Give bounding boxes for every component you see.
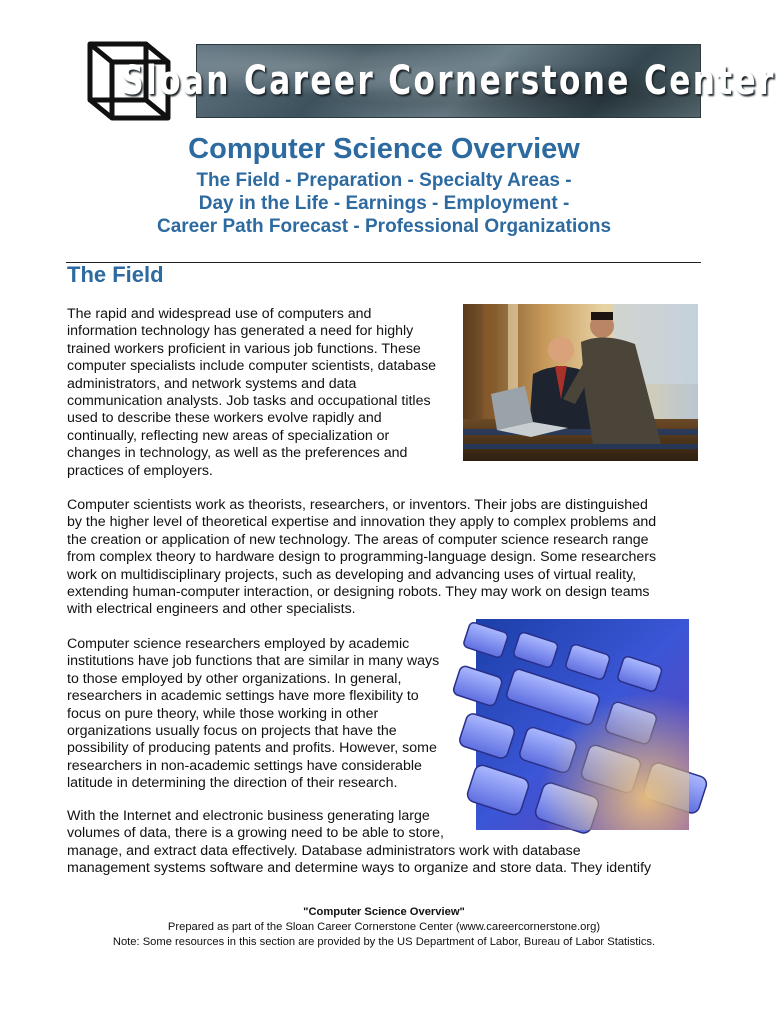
subtitle-line-2: Day in the Life - Earnings - Employment -	[198, 193, 570, 214]
blue-keyboard-closeup-photo	[476, 619, 689, 830]
text-line: communication analysts. Job tasks and occupational titles	[67, 393, 431, 410]
page-title: Computer Science Overview	[188, 133, 580, 165]
footer-note-line: Note: Some resources in this section are provided by the US Department of Labor, Bureau of Labor Statistics.	[112, 936, 656, 948]
text-line: used to describe these workers evolve rapidly and	[67, 410, 382, 427]
text-line: latitude in determining the direction of their research.	[67, 775, 398, 792]
header-banner	[121, 44, 776, 118]
text-line: organizations usually focus on projects that have the	[67, 723, 397, 740]
text-line: Computer scientists work as theorists, researchers, or inventors. Their jobs are distinguished	[67, 497, 648, 513]
text-line: extending human-computer interaction, or designing robots. They may work on design teams	[67, 584, 650, 601]
subtitle-line-1: The Field - Preparation - Specialty Areas -	[196, 170, 572, 191]
text-line: by the higher level of theoretical expertise and innovation they apply to complex problems and	[67, 514, 657, 531]
banner-title: Sloan Career Cornerstone Center	[121, 58, 776, 104]
text-line: computer specialists include computer scientists, database	[67, 358, 437, 375]
text-line: information technology has generated a need for highly	[67, 323, 414, 340]
paragraph-4	[67, 808, 651, 878]
paragraph-2	[67, 497, 656, 619]
paragraph-1	[67, 306, 436, 480]
text-line: with electrical engineers and other specialists.	[67, 601, 356, 618]
two-men-at-laptop-photo	[463, 304, 698, 461]
text-line: work on multidisciplinary projects, such as developing and advancing uses of virtual reality,	[67, 566, 637, 583]
text-line: continually, reflecting new areas of specialization or	[67, 427, 390, 444]
text-line: volumes of data, there is a growing need to be able to store,	[67, 825, 444, 842]
text-line: the creation or application of new technology. The areas of computer science research range	[67, 531, 649, 548]
text-line: practices of employers.	[67, 462, 213, 479]
text-line: Computer science researchers employed by academic	[67, 636, 410, 652]
text-line: focus on pure theory, while those working in other	[67, 705, 379, 722]
subtitle-line-3: Career Path Forecast - Professional Organizations	[156, 216, 612, 237]
text-line: trained workers proficient in various job functions. These	[67, 340, 421, 357]
text-line: management systems software and determine ways to organize and store data. They identify	[67, 860, 652, 877]
footer-prepared-line: Prepared as part of the Sloan Career Cornerstone Center (www.careercornerstone.org)	[167, 921, 601, 933]
page-footer	[0, 905, 768, 950]
text-line: The rapid and widespread use of computers and	[67, 306, 372, 322]
footer-title: "Computer Science Overview"	[303, 906, 465, 918]
text-line: With the Internet and electronic business generating large	[67, 808, 430, 824]
text-line: institutions have job functions that are similar in many ways	[67, 653, 440, 670]
section-heading: The Field	[67, 262, 164, 287]
text-line: changes in technology, as well as the preferences and	[67, 445, 408, 462]
text-line: manage, and extract data effectively. Database administrators work with database	[67, 842, 581, 859]
paragraph-3	[67, 636, 439, 793]
text-line: to those employed by other organizations. In general,	[67, 670, 402, 687]
text-line: from complex theory to hardware design to programming-language design. Some researchers	[67, 549, 657, 566]
text-line: administrators, and network systems and data	[67, 375, 357, 392]
text-line: researchers in academic settings have more flexibility to	[67, 688, 419, 705]
text-line: researchers in non-academic settings have considerable	[67, 757, 422, 774]
text-line: possibility of producing patents and profits. However, some	[67, 740, 437, 757]
